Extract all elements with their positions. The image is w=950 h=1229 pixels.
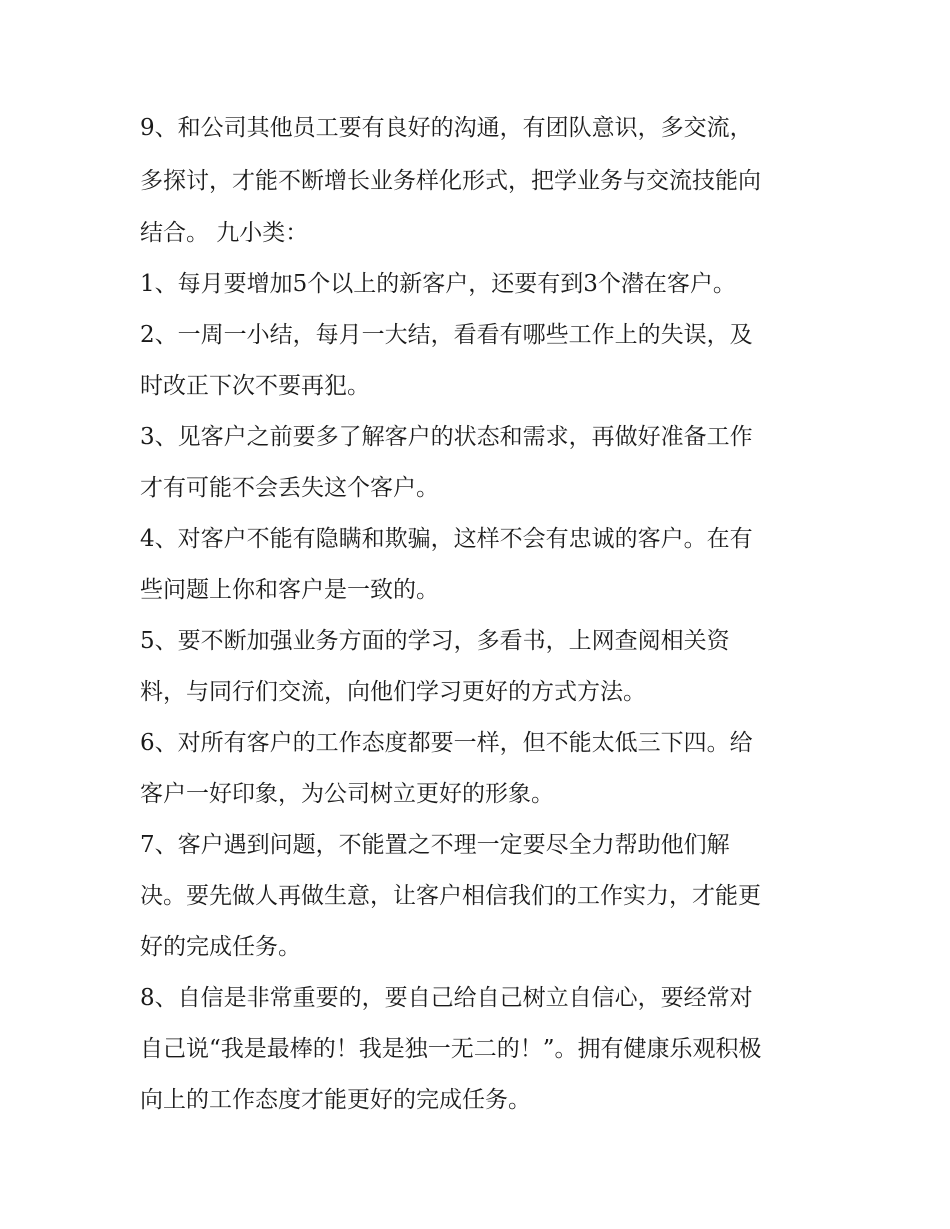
- text-line: 7、客户遇到问题，不能置之不理一定要尽全力帮助他们解: [140, 832, 730, 858]
- text-line: 些问题上你和客户是一致的。: [140, 577, 439, 603]
- text-line: 向上的工作态度才能更好的完成任务。: [140, 1087, 531, 1113]
- text-line: 5、要不断加强业务方面的学习，多看书，上网查阅相关资: [140, 628, 730, 654]
- text-line: 多探讨，才能不断增长业务样化形式，把学业务与交流技能向: [140, 168, 761, 194]
- text-line: 客户一好印象，为公司树立更好的形象。: [140, 781, 554, 807]
- text-line: 9、和公司其他员工要有良好的沟通，有团队意识，多交流，: [140, 115, 753, 141]
- text-line: 结合。 九小类：: [140, 220, 309, 246]
- text-line: 料，与同行们交流，向他们学习更好的方式方法。: [140, 679, 646, 705]
- text-line: 时改正下次不要再犯。: [140, 373, 370, 399]
- text-line: 好的完成任务。: [140, 934, 301, 960]
- text-line: 8、自信是非常重要的，要自己给自己树立自信心，要经常对: [140, 985, 753, 1011]
- text-line: 自己说“我是最棒的！我是独一无二的！”。拥有健康乐观积极: [140, 1036, 762, 1062]
- text-line: 2、一周一小结，每月一大结，看看有哪些工作上的失误，及: [140, 322, 753, 348]
- text-line: 3、见客户之前要多了解客户的状态和需求，再做好准备工作: [140, 424, 753, 450]
- text-line: 决。要先做人再做生意，让客户相信我们的工作实力，才能更: [140, 883, 761, 909]
- text-line: 1、每月要增加5个以上的新客户，还要有到3个潜在客户。: [140, 271, 736, 297]
- text-line: 4、对客户不能有隐瞒和欺骗，这样不会有忠诚的客户。在有: [140, 526, 753, 552]
- text-line: 6、对所有客户的工作态度都要一样，但不能太低三下四。给: [140, 730, 753, 756]
- text-line: 才有可能不会丢失这个客户。: [140, 475, 439, 501]
